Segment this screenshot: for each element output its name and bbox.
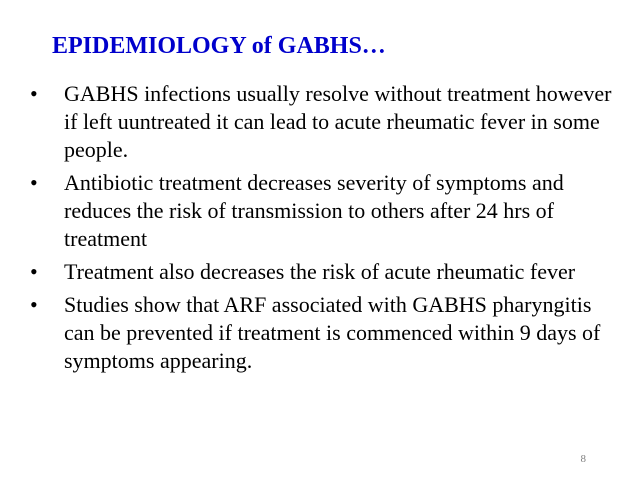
- bullet-text: Treatment also decreases the risk of acute rheumatic fever: [64, 259, 576, 284]
- bullet-item: [24, 258, 624, 286]
- bullet-item: [24, 80, 624, 164]
- bullet-marker: •: [30, 81, 38, 106]
- bullet-text: Studies show that ARF associated with GABHS pharyngitis can be prevented if treatment is commenced within 9 days of symptoms appearing.: [64, 292, 601, 373]
- bullet-marker: •: [30, 292, 38, 317]
- slide-title: EPIDEMIOLOGY of GABHS…: [52, 33, 386, 59]
- bullet-item: [24, 291, 624, 375]
- bullet-marker: •: [30, 259, 38, 284]
- bullet-text: Antibiotic treatment decreases severity of symptoms and reduces the risk of transmission to others after 24 hrs of treatment: [64, 170, 564, 251]
- bullet-list: [24, 80, 624, 380]
- bullet-marker: •: [30, 170, 38, 195]
- page-number: 8: [580, 453, 586, 465]
- bullet-text: GABHS infections usually resolve without treatment however if left uuntreated it can lead to acute rheumatic fever in some people.: [64, 81, 612, 162]
- bullet-item: [24, 169, 624, 253]
